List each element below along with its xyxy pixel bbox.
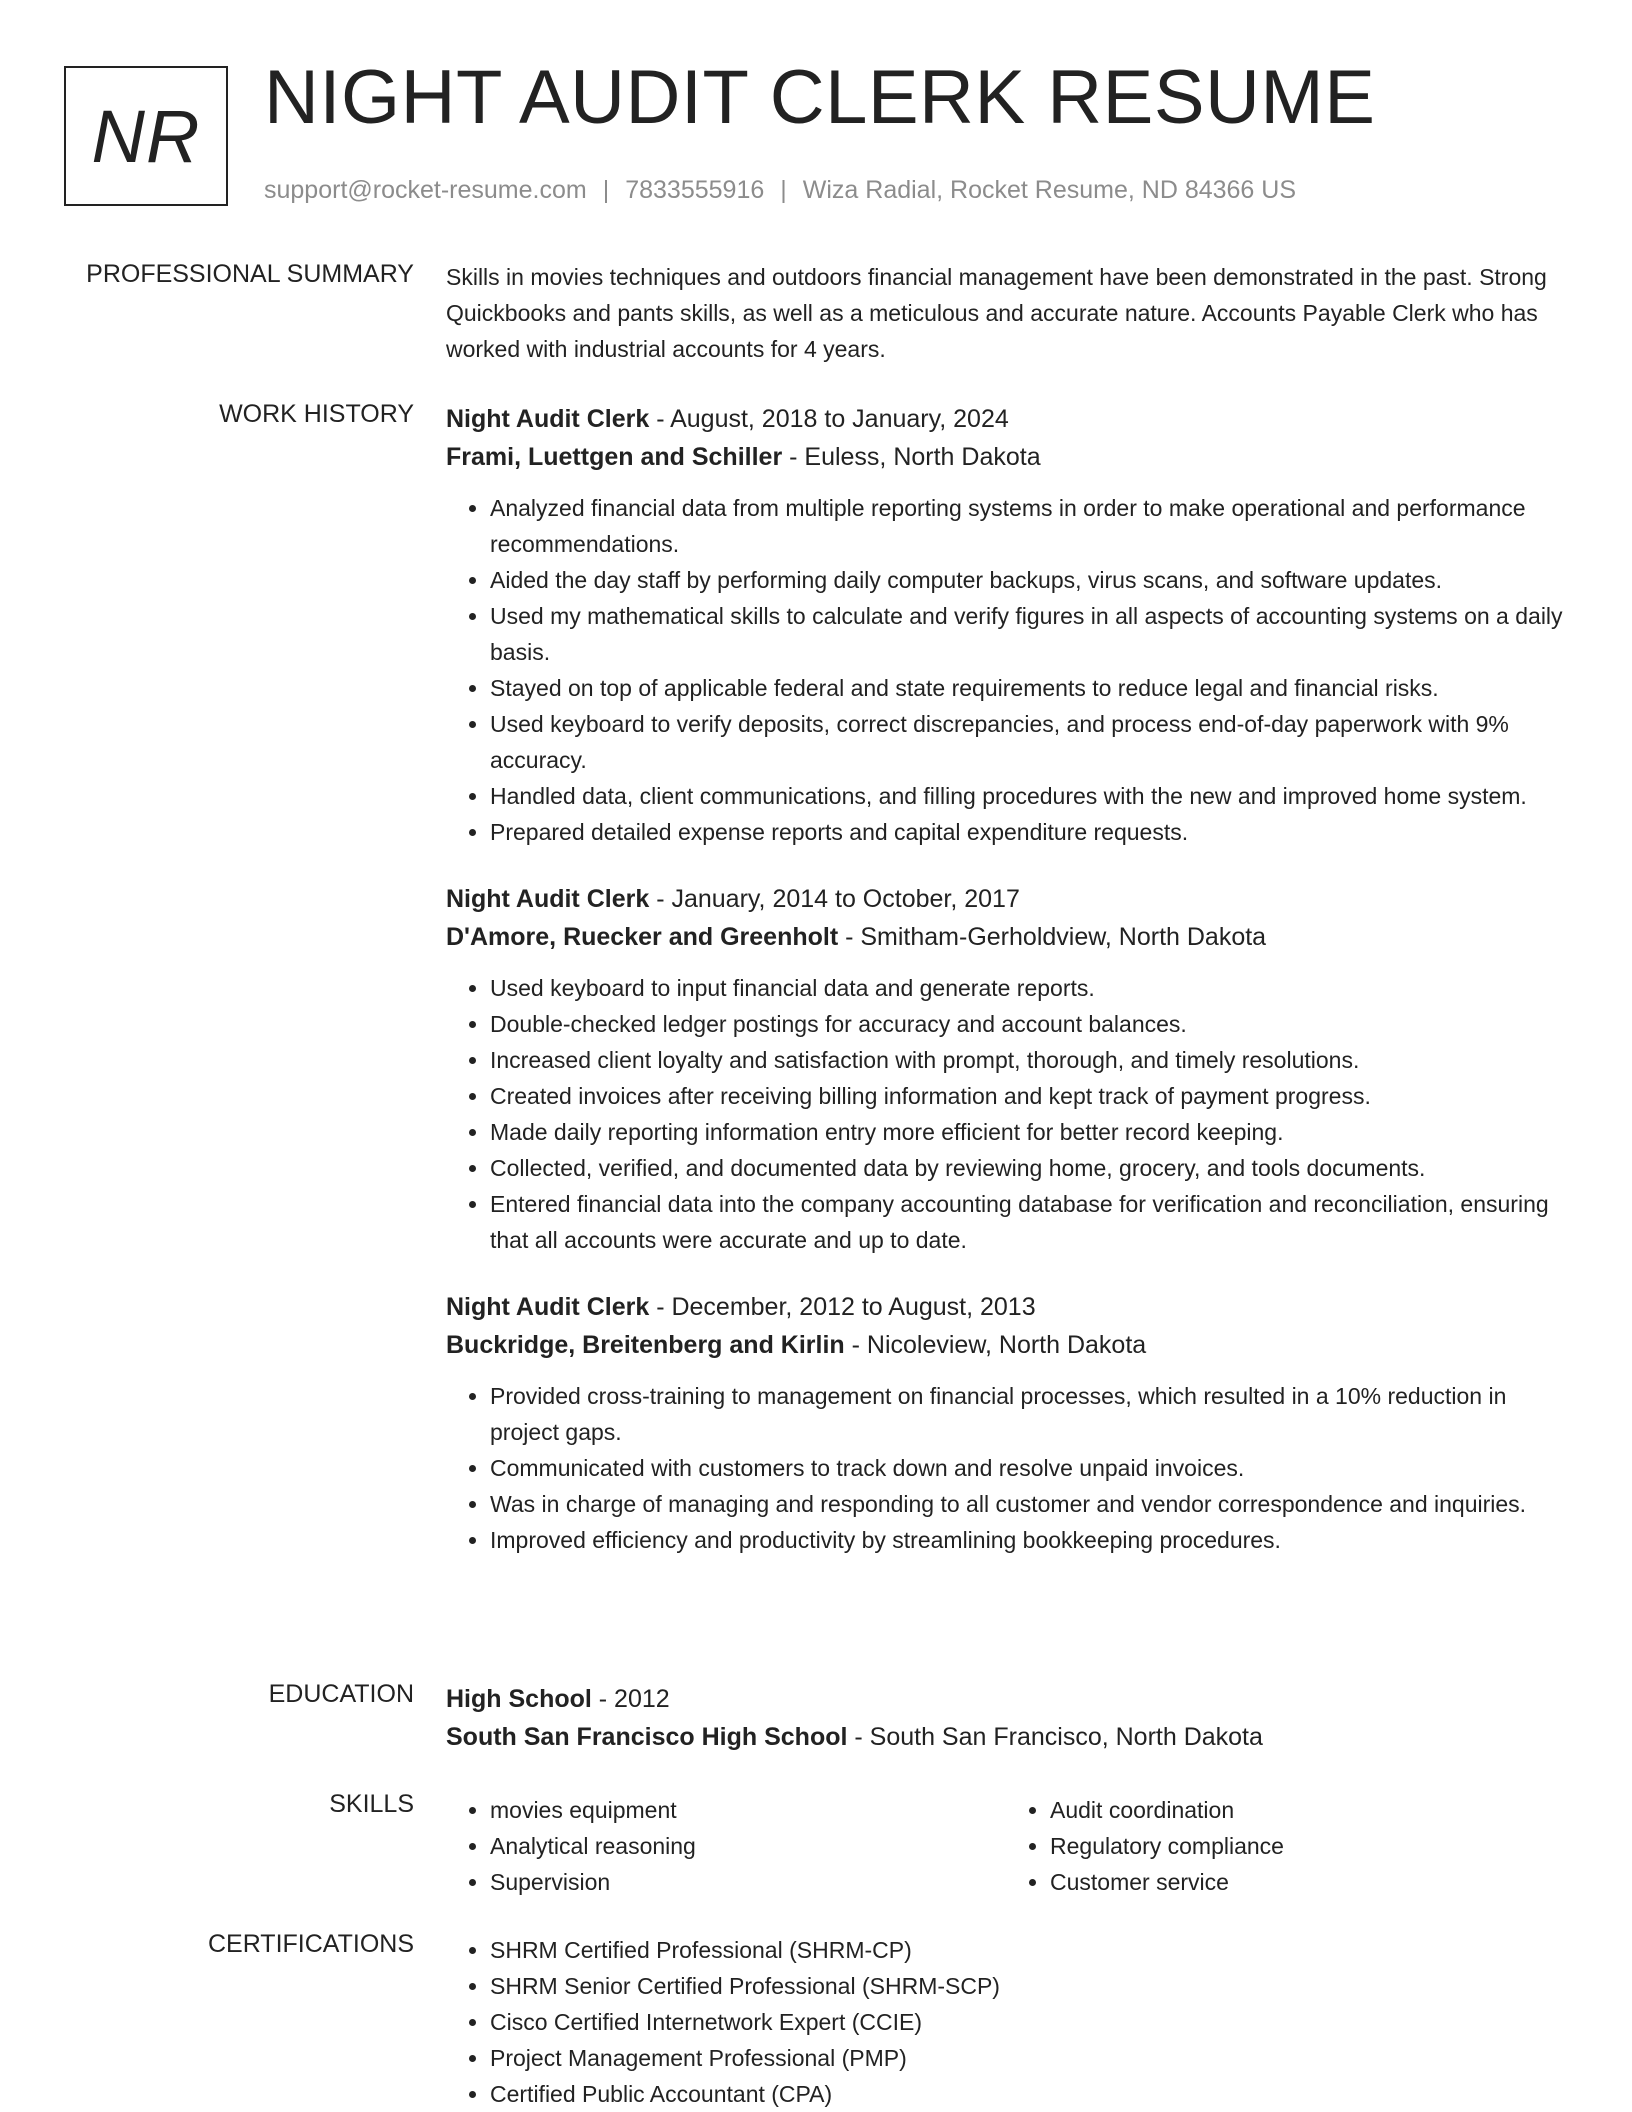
job-bullets [446, 490, 1566, 850]
job-company: Buckridge, Breitenberg and Kirlin [446, 1331, 845, 1359]
contact-phone: 7833555916 [625, 176, 765, 204]
job-company-line [446, 1326, 1566, 1364]
list-item: • Cisco Certified Internetwork Expert (CCIE) [490, 2004, 1566, 2040]
education-body [446, 1680, 1566, 1756]
list-item: • Improved efficiency and productivity by streamlining bookkeeping procedures. [490, 1522, 1566, 1558]
contact-email[interactable]: support@rocket-resume.com [264, 176, 587, 204]
list-item: • Analyzed financial data from multiple reporting systems in order to make operational and performance recommendations. [490, 490, 1566, 562]
list-item: • Certified Public Accountant (CPA) [490, 2076, 1566, 2112]
job-location: - Euless, North Dakota [782, 443, 1041, 471]
list-item: • Aided the day staff by performing daily computer backups, virus scans, and software updates. [490, 562, 1566, 598]
job-title-line [446, 880, 1566, 918]
list-item: • Audit coordination [1050, 1792, 1566, 1828]
job-entry [446, 1288, 1566, 1558]
education-school: South San Francisco High School [446, 1723, 848, 1751]
job-dates: - December, 2012 to August, 2013 [649, 1293, 1036, 1321]
list-item: • Used keyboard to verify deposits, correct discrepancies, and process end-of-day paperwork with 9% accuracy. [490, 706, 1566, 778]
skills-list-right [1006, 1792, 1566, 1900]
job-dates: - August, 2018 to January, 2024 [649, 405, 1009, 433]
education-location: - South San Francisco, North Dakota [847, 1723, 1263, 1751]
list-item: • Used my mathematical skills to calculate and verify figures in all aspects of accounting systems on a daily basis. [490, 598, 1566, 670]
list-item: • Made daily reporting information entry more efficient for better record keeping. [490, 1114, 1566, 1150]
job-location: - Smitham-Gerholdview, North Dakota [838, 923, 1267, 951]
job-title-line [446, 400, 1566, 438]
job-title: Night Audit Clerk [446, 405, 650, 433]
list-item: • Was in charge of managing and responding to all customer and vendor correspondence and inquiries. [490, 1486, 1566, 1522]
list-item: • Created invoices after receiving billing information and kept track of payment progress. [490, 1078, 1566, 1114]
list-item: • Stayed on top of applicable federal and state requirements to reduce legal and financial risks. [490, 670, 1566, 706]
skills-grid [446, 1792, 1566, 1900]
list-item: • Increased client loyalty and satisfaction with prompt, thorough, and timely resolutions. [490, 1042, 1566, 1078]
list-item: • Communicated with customers to track down and resolve unpaid invoices. [490, 1450, 1566, 1486]
job-entry [446, 880, 1566, 1258]
contact-line [264, 176, 1296, 205]
education-year: - 2012 [591, 1685, 670, 1713]
summary-text: Skills in movies techniques and outdoors financial management have been demonstrated in the past. Strong Quickbooks and pants skills, as well as a meticulous and accurate nature. Accounts Payable Clerk who has worked with industrial accounts for 4 years. [446, 264, 1547, 362]
job-bullets [446, 1378, 1566, 1558]
skills-body [446, 1792, 1566, 1900]
job-location: - Nicoleview, North Dakota [844, 1331, 1147, 1359]
contact-separator: | [780, 176, 787, 204]
list-item: • Regulatory compliance [1050, 1828, 1566, 1864]
job-entry [446, 400, 1566, 850]
work-history-body [446, 400, 1566, 1588]
list-item: • Entered financial data into the company accounting database for verification and reconciliation, ensuring that all accounts were accurate and up to date. [490, 1186, 1566, 1258]
list-item: • SHRM Senior Certified Professional (SHRM-SCP) [490, 1968, 1566, 2004]
skills-list-left [446, 1792, 1006, 1900]
list-item: • SHRM Certified Professional (SHRM-CP) [490, 1932, 1566, 1968]
job-company: D'Amore, Ruecker and Greenholt [446, 923, 839, 951]
contact-address: Wiza Radial, Rocket Resume, ND 84366 US [802, 176, 1297, 204]
job-title: Night Audit Clerk [446, 885, 650, 913]
monogram-logo: NR [64, 66, 228, 206]
job-bullets [446, 970, 1566, 1258]
certifications-list [446, 1932, 1566, 2112]
section-label: WORK HISTORY [219, 400, 414, 428]
job-title: Night Audit Clerk [446, 1293, 650, 1321]
list-item: • Prepared detailed expense reports and capital expenditure requests. [490, 814, 1566, 850]
section-label: PROFESSIONAL SUMMARY [86, 260, 414, 288]
job-title-line [446, 1288, 1566, 1326]
list-item: • Supervision [490, 1864, 1006, 1900]
education-degree-line [446, 1680, 1566, 1718]
section-label: SKILLS [329, 1790, 414, 1818]
resume-title: NIGHT AUDIT CLERK RESUME [264, 55, 1376, 140]
list-item: • Analytical reasoning [490, 1828, 1006, 1864]
section-label: CERTIFICATIONS [207, 1930, 414, 1958]
list-item: • Collected, verified, and documented data by reviewing home, grocery, and tools documents. [490, 1150, 1566, 1186]
contact-separator: | [602, 176, 610, 204]
list-item: • movies equipment [490, 1792, 1006, 1828]
list-item: • Provided cross-training to management on financial processes, which resulted in a 10% reduction in project gaps. [490, 1378, 1566, 1450]
list-item: • Handled data, client communications, and filling procedures with the new and improved home system. [490, 778, 1566, 814]
job-dates: - January, 2014 to October, 2017 [649, 885, 1020, 913]
list-item: • Customer service [1050, 1864, 1566, 1900]
list-item: • Double-checked ledger postings for accuracy and account balances. [490, 1006, 1566, 1042]
list-item: • Used keyboard to input financial data and generate reports. [490, 970, 1566, 1006]
job-company-line [446, 918, 1566, 956]
education-school-line [446, 1718, 1566, 1756]
list-item: • Project Management Professional (PMP) [490, 2040, 1566, 2076]
job-company: Frami, Luettgen and Schiller [446, 443, 783, 471]
certifications-body [446, 1932, 1566, 2112]
education-degree: High School [446, 1685, 592, 1713]
job-company-line [446, 438, 1566, 476]
section-label: EDUCATION [268, 1680, 414, 1708]
